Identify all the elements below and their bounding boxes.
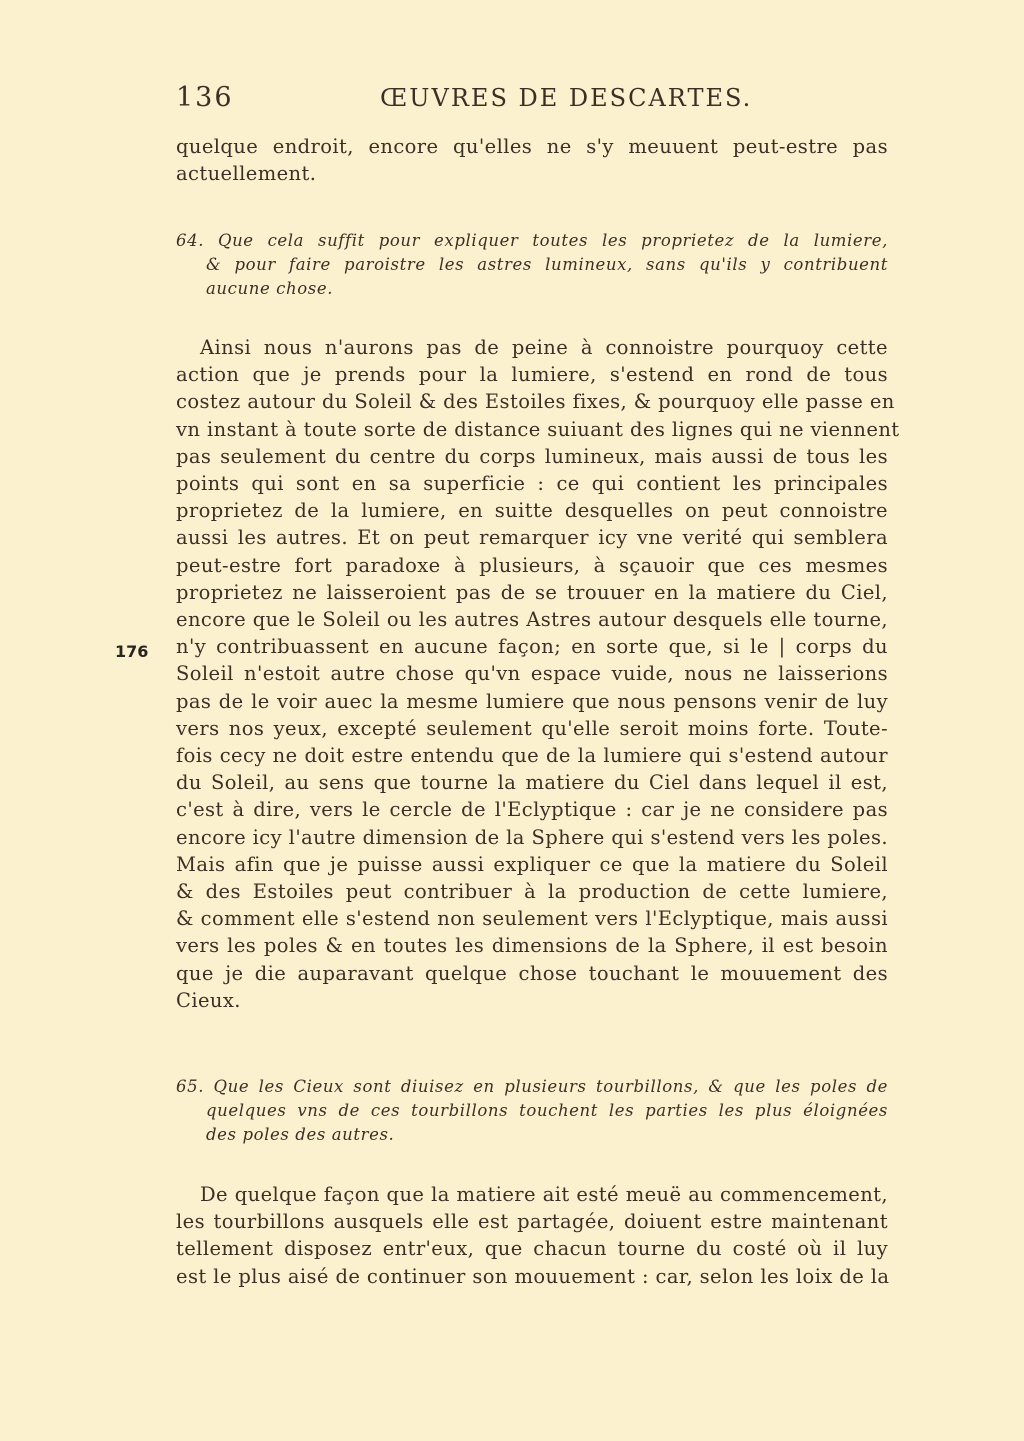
text-line: encore que le Soleil ou les autres Astres autour desquels elle tourne, <box>176 608 888 632</box>
text-line: vers les poles & en toutes les dimensions de la Sphere, il est besoin <box>176 934 888 958</box>
page-number: 136 <box>176 82 234 113</box>
text-line: tellement disposez entr'eux, que chacun tourne du costé où il luy <box>176 1237 888 1261</box>
text-line: Mais afin que je puisse aussi expliquer ce que la matiere du Soleil <box>176 852 888 876</box>
text-line: les tourbillons ausquels elle est partagée, doiuent estre maintenant <box>176 1210 888 1234</box>
heading-line: & pour faire paroistre les astres lumineux, sans qu'ils y contribuent <box>206 255 888 274</box>
text-line: peut-estre fort paradoxe à plusieurs, à sçauoir que ces mesmes <box>176 553 888 577</box>
heading-line: aucune chose. <box>206 279 334 298</box>
text-line: vers nos yeux, excepté seulement qu'elle seroit moins forte. Toute- <box>176 716 888 740</box>
text-line: Cieux. <box>176 988 241 1012</box>
text-line: quelque endroit, encore qu'elles ne s'y meuuent peut-estre pas <box>176 135 888 158</box>
text-line: points qui sont en sa superficie : ce qui contient les principales <box>176 472 888 496</box>
text-line: proprietez de la lumiere, en suitte desquelles on peut connoistre <box>176 499 888 523</box>
margin-page-reference: 176 <box>115 642 149 661</box>
paragraph-64 <box>176 334 900 1014</box>
paragraph-65 <box>176 1181 888 1290</box>
text-line: pas de le voir auec la mesme lumiere que nous pensons venir de luy <box>176 689 888 713</box>
text-line: que je die auparavant quelque chose touchant le mouuement des <box>176 961 888 985</box>
page-header <box>176 82 888 118</box>
text-line: & des Estoiles peut contribuer à la production de cette lumiere, <box>176 880 888 904</box>
text-line: c'est à dire, vers le cercle de l'Eclyptique : car je ne considere pas <box>176 798 888 822</box>
heading-line: 65. Que les Cieux sont diuisez en plusieurs tourbillons, & que les poles de <box>176 1077 888 1096</box>
text-line: vn instant à toute sorte de distance suiuant des lignes qui ne viennent <box>176 417 900 441</box>
text-line: pas seulement du centre du corps lumineux, mais aussi de tous les <box>176 444 888 468</box>
opening-paragraph <box>176 133 888 187</box>
text-line: action que je prends pour la lumiere, s'estend en rond de tous <box>176 363 888 387</box>
text-line: De quelque façon que la matiere ait esté meuë au commencement, <box>200 1183 888 1206</box>
text-line: aussi les autres. Et on peut remarquer icy vne verité qui semblera <box>176 526 888 550</box>
text-line: fois cecy ne doit estre entendu que de la lumiere qui s'estend autour <box>176 744 888 768</box>
text-line: actuellement. <box>176 162 317 186</box>
running-title: ŒUVRES DE DESCARTES. <box>380 84 753 112</box>
text-line: est le plus aisé de continuer son mouuement : car, selon les loix de la <box>176 1264 890 1288</box>
text-line: n'y contribuassent en aucune façon; en sorte que, si le | corps du <box>176 635 888 659</box>
section-65-heading <box>176 1075 888 1147</box>
section-64-heading <box>176 229 888 301</box>
heading-line: 64. Que cela suffit pour expliquer toutes les proprietez de la lumiere, <box>176 231 888 250</box>
text-line: costez autour du Soleil & des Estoiles fixes, & pourquoy elle passe en <box>176 390 895 414</box>
text-line: encore icy l'autre dimension de la Sphere qui s'estend vers les poles. <box>176 825 888 849</box>
text-line: & comment elle s'estend non seulement vers l'Eclyptique, mais aussi <box>176 907 888 931</box>
heading-line: des poles des autres. <box>206 1125 395 1144</box>
heading-line: quelques vns de ces tourbillons touchent les parties les plus éloignées <box>206 1101 888 1120</box>
text-line: du Soleil, au sens que tourne la matiere du Ciel dans lequel il est, <box>176 771 888 795</box>
text-line: Ainsi nous n'aurons pas de peine à connoistre pourquoy cette <box>200 336 888 359</box>
text-line: proprietez ne laisseroient pas de se trouuer en la matiere du Ciel, <box>176 580 888 604</box>
text-line: Soleil n'estoit autre chose qu'vn espace vuide, nous ne laisserions <box>176 662 888 686</box>
